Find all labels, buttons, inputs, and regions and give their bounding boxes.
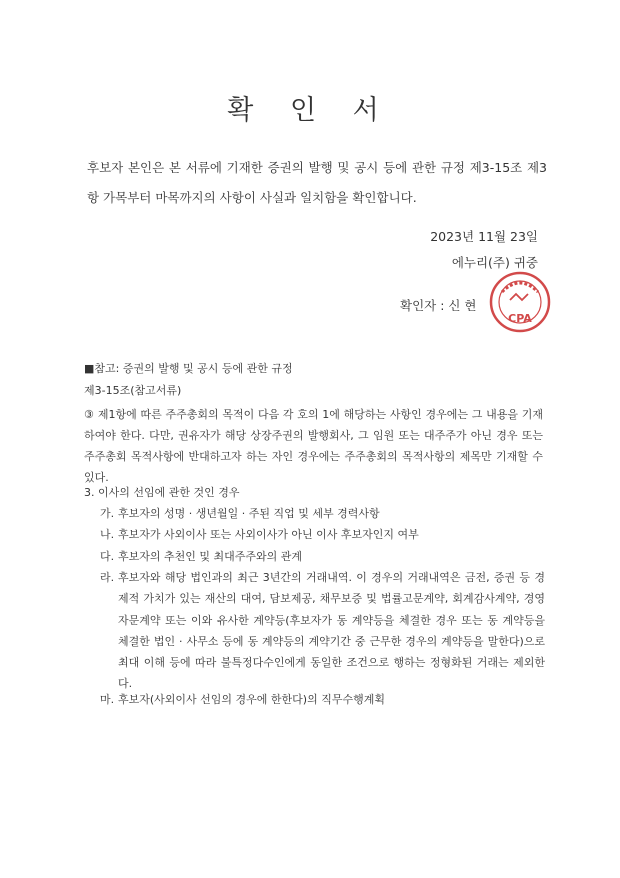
reference-paragraph-3: ③ 제1항에 따른 주주총회의 목적이 다음 각 호의 1에 해당하는 사항인 경우에는 그 내용을 기재하여야 한다. 다만, 권유자가 해당 상장주권의 발행회사, 그 임원 또는 대주주가 아닌 경우 또는 주주총회 목적사항에 반대하고자 하는 자인 경우에는 주주총회의 목적사항의 제목만 기재할 수 있다. bbox=[84, 408, 543, 484]
confirmation-statement: 후보자 본인은 본 서류에 기재한 증권의 발행 및 공시 등에 관한 규정 제3-15조 제3항 가목부터 마목까지의 사항이 사실과 일치함을 확인합니다. bbox=[87, 160, 547, 205]
list-item-marker: 라. bbox=[100, 571, 115, 584]
list-item-marker: 마. bbox=[100, 693, 115, 706]
list-item bbox=[100, 503, 545, 524]
list-item-text: 후보자의 성명 · 생년월일 · 주된 직업 및 세부 경력사항 bbox=[118, 507, 380, 520]
list-item-text: 후보자(사외이사 선임의 경우에 한한다)의 직무수행계획 bbox=[118, 693, 385, 706]
document-date: 2023년 11월 23일 bbox=[430, 229, 538, 244]
seal-text: CPA bbox=[508, 312, 532, 325]
list-item-text: 후보자가 사외이사 또는 사외이사가 아닌 이사 후보자인지 여부 bbox=[118, 528, 419, 541]
reference-heading: ■참고: 증권의 발행 및 공시 등에 관한 규정 bbox=[84, 362, 293, 375]
list-item-text: 후보자와 해당 법인과의 최근 3년간의 거래내역. 이 경우의 거래내역은 금전, 증권 등 경제적 가치가 있는 재산의 대여, 담보제공, 채무보증 및 법률고문계약, 회계감사계약, 경영자문계약 또는 이와 유사한 계약등(후보자가 동 계약등을 체결한 경우 또는 동 계약등을 체결한 법인 · 사무소 등에 동 계약등의 계약기간 중 근무한 경우의 계약등을 말한다)으로 최대 이해 등에 따라 불특정다수인에게 동일한 조건으로 행하는 정형화된 거래는 제외한다. bbox=[118, 571, 545, 691]
list-item bbox=[100, 524, 545, 545]
reference-item-3: 3. 이사의 선임에 관한 것인 경우 bbox=[84, 486, 240, 499]
list-item-marker: 다. bbox=[100, 550, 115, 563]
confirmer-signature-line: 확인자 : 신 현 bbox=[400, 298, 477, 313]
list-item-marker: 가. bbox=[100, 507, 115, 520]
list-item bbox=[100, 567, 545, 695]
list-item-text: 후보자의 추천인 및 최대주주와의 관계 bbox=[118, 550, 303, 563]
list-item bbox=[100, 546, 545, 567]
reference-article: 제3-15조(참고서류) bbox=[84, 384, 182, 397]
recipient-company: 에누리(주) 귀중 bbox=[451, 255, 538, 270]
document-title: 확 인 서 bbox=[227, 95, 393, 126]
list-item-marker: 나. bbox=[100, 528, 115, 541]
list-item bbox=[100, 689, 545, 710]
cpa-seal-icon bbox=[488, 270, 552, 334]
